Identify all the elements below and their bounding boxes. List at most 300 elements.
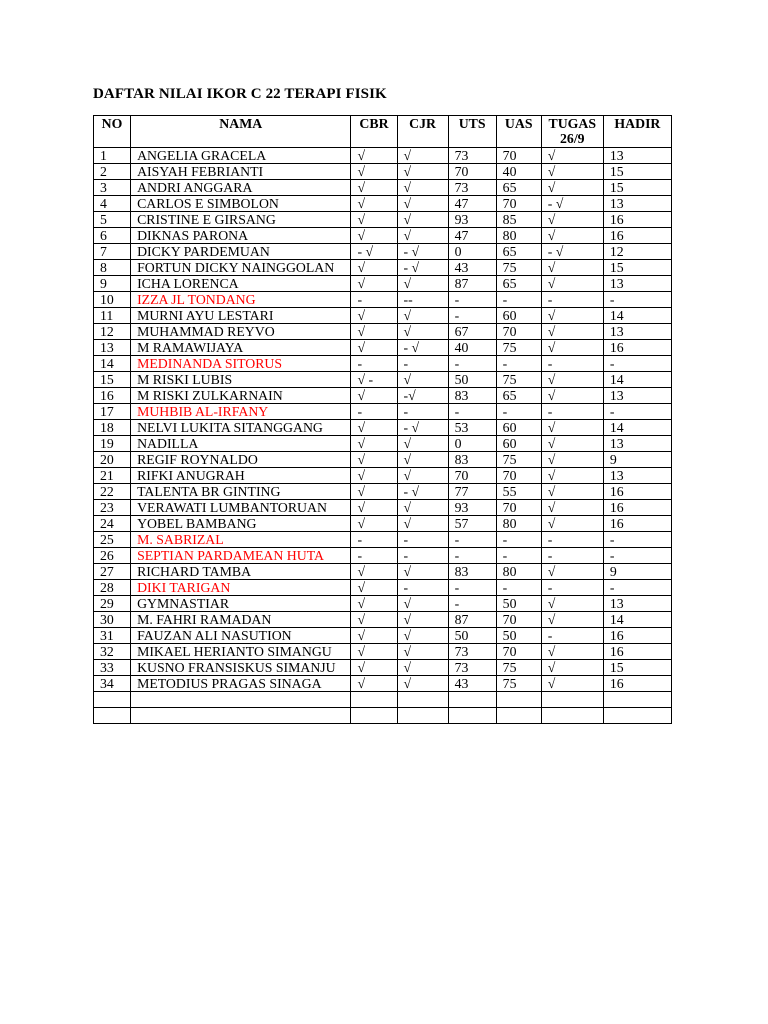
- table-row: [94, 484, 672, 500]
- table-body: [94, 148, 672, 724]
- cell-cbr: √: [351, 260, 397, 276]
- table-row: [94, 420, 672, 436]
- cell-uts: 50: [448, 372, 496, 388]
- cell-uts: 67: [448, 324, 496, 340]
- cell-cjr: - √: [397, 340, 448, 356]
- table-row: [94, 196, 672, 212]
- cell-uas: 75: [496, 660, 541, 676]
- cell-hadir: 13: [603, 468, 671, 484]
- cell-cjr: √: [397, 500, 448, 516]
- table-row: [94, 212, 672, 228]
- cell-cbr: √: [351, 436, 397, 452]
- cell-cjr: √: [397, 564, 448, 580]
- cell-tugas: √: [541, 516, 603, 532]
- cell-hadir: -: [603, 404, 671, 420]
- header-tugas: [541, 116, 603, 148]
- cell-nama: VERAWATI LUMBANTORUAN: [131, 500, 351, 516]
- cell-tugas: √: [541, 180, 603, 196]
- cell-uts: 93: [448, 212, 496, 228]
- cell-tugas: √: [541, 564, 603, 580]
- cell-hadir: 15: [603, 260, 671, 276]
- cell-hadir: 15: [603, 180, 671, 196]
- table-row: [94, 532, 672, 548]
- cell-nama: KUSNO FRANSISKUS SIMANJU: [131, 660, 351, 676]
- cell-nama: M. FAHRI RAMADAN: [131, 612, 351, 628]
- cell-tugas: -: [541, 356, 603, 372]
- cell-nama: AISYAH FEBRIANTI: [131, 164, 351, 180]
- cell-tugas: √: [541, 148, 603, 164]
- table-row: [94, 404, 672, 420]
- cell-uas: 70: [496, 196, 541, 212]
- cell-cbr: √: [351, 596, 397, 612]
- cell-nama: MURNI AYU LESTARI: [131, 308, 351, 324]
- table-row: [94, 292, 672, 308]
- table-row: [94, 660, 672, 676]
- cell-tugas: √: [541, 260, 603, 276]
- cell-hadir: 9: [603, 452, 671, 468]
- cell-nama: MUHBIB AL-IRFANY: [131, 404, 351, 420]
- table-row: [94, 676, 672, 692]
- cell-uts: 50: [448, 628, 496, 644]
- cell-nama: [131, 692, 351, 708]
- cell-nama: TALENTA BR GINTING: [131, 484, 351, 500]
- cell-cbr: -: [351, 532, 397, 548]
- header-cjr: CJR: [397, 116, 448, 148]
- cell-uts: -: [448, 532, 496, 548]
- cell-cjr: -: [397, 404, 448, 420]
- cell-hadir: 16: [603, 228, 671, 244]
- cell-cbr: √: [351, 580, 397, 596]
- table-row: [94, 692, 672, 708]
- cell-no: 33: [94, 660, 131, 676]
- table-row: [94, 596, 672, 612]
- cell-uts: 73: [448, 148, 496, 164]
- cell-cjr: √: [397, 276, 448, 292]
- table-row: [94, 372, 672, 388]
- cell-no: 9: [94, 276, 131, 292]
- cell-cjr: -: [397, 532, 448, 548]
- cell-cjr: - √: [397, 244, 448, 260]
- cell-nama: M. SABRIZAL: [131, 532, 351, 548]
- cell-hadir: 9: [603, 564, 671, 580]
- cell-hadir: 14: [603, 372, 671, 388]
- cell-tugas: √: [541, 308, 603, 324]
- cell-tugas: -: [541, 404, 603, 420]
- cell-cbr: √: [351, 276, 397, 292]
- cell-nama: IZZA JL TONDANG: [131, 292, 351, 308]
- table-row: [94, 228, 672, 244]
- table-row: [94, 148, 672, 164]
- cell-uas: 70: [496, 644, 541, 660]
- cell-cjr: -: [397, 356, 448, 372]
- cell-no: 23: [94, 500, 131, 516]
- cell-uas: 50: [496, 628, 541, 644]
- cell-cbr: -: [351, 292, 397, 308]
- cell-no: 17: [94, 404, 131, 420]
- cell-tugas: - √: [541, 196, 603, 212]
- header-no: NO: [94, 116, 131, 148]
- cell-uas: 65: [496, 244, 541, 260]
- table-row: [94, 276, 672, 292]
- cell-cbr: √: [351, 324, 397, 340]
- cell-nama: FAUZAN ALI NASUTION: [131, 628, 351, 644]
- cell-tugas: -: [541, 580, 603, 596]
- cell-nama: RICHARD TAMBA: [131, 564, 351, 580]
- table-row: [94, 436, 672, 452]
- cell-cbr: √: [351, 148, 397, 164]
- cell-uts: -: [448, 308, 496, 324]
- cell-no: 26: [94, 548, 131, 564]
- cell-cjr: √: [397, 612, 448, 628]
- cell-tugas: √: [541, 324, 603, 340]
- cell-no: 21: [94, 468, 131, 484]
- table-row: [94, 244, 672, 260]
- cell-cbr: √: [351, 564, 397, 580]
- cell-nama: MUHAMMAD REYVO: [131, 324, 351, 340]
- cell-nama: SEPTIAN PARDAMEAN HUTA: [131, 548, 351, 564]
- cell-uas: 75: [496, 452, 541, 468]
- cell-cjr: √: [397, 180, 448, 196]
- cell-nama: MIKAEL HERIANTO SIMANGU: [131, 644, 351, 660]
- cell-no: 2: [94, 164, 131, 180]
- cell-uas: 75: [496, 340, 541, 356]
- cell-cbr: - √: [351, 244, 397, 260]
- cell-no: 34: [94, 676, 131, 692]
- cell-uas: 65: [496, 180, 541, 196]
- cell-tugas: -: [541, 548, 603, 564]
- cell-uas: 65: [496, 276, 541, 292]
- table-row: [94, 260, 672, 276]
- cell-no: 22: [94, 484, 131, 500]
- cell-nama: ANDRI ANGGARA: [131, 180, 351, 196]
- cell-hadir: 12: [603, 244, 671, 260]
- cell-nama: REGIF ROYNALDO: [131, 452, 351, 468]
- cell-tugas: √: [541, 452, 603, 468]
- cell-uts: 57: [448, 516, 496, 532]
- cell-nama: DICKY PARDEMUAN: [131, 244, 351, 260]
- cell-no: 5: [94, 212, 131, 228]
- cell-no: 30: [94, 612, 131, 628]
- cell-cjr: √: [397, 516, 448, 532]
- cell-tugas: - √: [541, 244, 603, 260]
- cell-uas: 60: [496, 436, 541, 452]
- cell-tugas: √: [541, 372, 603, 388]
- cell-uas: 70: [496, 324, 541, 340]
- cell-cbr: √: [351, 644, 397, 660]
- cell-no: 13: [94, 340, 131, 356]
- cell-cbr: √: [351, 180, 397, 196]
- cell-uts: -: [448, 356, 496, 372]
- cell-uts: [448, 708, 496, 724]
- cell-cjr: √: [397, 372, 448, 388]
- cell-cbr: √: [351, 228, 397, 244]
- cell-cbr: [351, 692, 397, 708]
- cell-tugas: √: [541, 676, 603, 692]
- cell-cjr: √: [397, 468, 448, 484]
- table-row: [94, 564, 672, 580]
- cell-tugas: √: [541, 484, 603, 500]
- cell-uas: 55: [496, 484, 541, 500]
- table-row: [94, 468, 672, 484]
- cell-no: 32: [94, 644, 131, 660]
- cell-nama: M RISKI LUBIS: [131, 372, 351, 388]
- cell-tugas: [541, 692, 603, 708]
- table-row: [94, 324, 672, 340]
- cell-no: 31: [94, 628, 131, 644]
- cell-cjr: √: [397, 436, 448, 452]
- table-row: [94, 340, 672, 356]
- cell-hadir: 15: [603, 660, 671, 676]
- grade-table: [93, 115, 672, 724]
- header-uts: UTS: [448, 116, 496, 148]
- cell-no: 14: [94, 356, 131, 372]
- cell-no: 4: [94, 196, 131, 212]
- cell-cjr: √: [397, 644, 448, 660]
- cell-cbr: √: [351, 164, 397, 180]
- cell-uts: 0: [448, 244, 496, 260]
- cell-hadir: 13: [603, 148, 671, 164]
- table-row: [94, 708, 672, 724]
- cell-uas: 75: [496, 260, 541, 276]
- cell-hadir: [603, 708, 671, 724]
- cell-hadir: -: [603, 356, 671, 372]
- table-row: [94, 500, 672, 516]
- cell-tugas: √: [541, 644, 603, 660]
- cell-tugas: √: [541, 340, 603, 356]
- cell-cbr: -: [351, 404, 397, 420]
- cell-uts: 73: [448, 180, 496, 196]
- cell-no: 20: [94, 452, 131, 468]
- cell-uas: 65: [496, 388, 541, 404]
- cell-no: 27: [94, 564, 131, 580]
- cell-cbr: -: [351, 356, 397, 372]
- cell-uts: -: [448, 548, 496, 564]
- header-cbr: CBR: [351, 116, 397, 148]
- cell-hadir: 16: [603, 484, 671, 500]
- cell-uts: 83: [448, 564, 496, 580]
- cell-cbr: √: [351, 340, 397, 356]
- cell-uts: 0: [448, 436, 496, 452]
- table-row: [94, 164, 672, 180]
- cell-hadir: 16: [603, 500, 671, 516]
- table-header: [94, 116, 672, 148]
- cell-uas: 70: [496, 468, 541, 484]
- cell-uts: -: [448, 580, 496, 596]
- cell-cjr: √: [397, 676, 448, 692]
- cell-nama: METODIUS PRAGAS SINAGA: [131, 676, 351, 692]
- header-uas: UAS: [496, 116, 541, 148]
- cell-uts: 73: [448, 660, 496, 676]
- cell-hadir: 13: [603, 388, 671, 404]
- cell-hadir: -: [603, 532, 671, 548]
- cell-hadir: 13: [603, 196, 671, 212]
- cell-tugas: √: [541, 596, 603, 612]
- cell-hadir: 13: [603, 276, 671, 292]
- cell-uas: 60: [496, 420, 541, 436]
- header-nama: NAMA: [131, 116, 351, 148]
- table-row: [94, 308, 672, 324]
- cell-nama: FORTUN DICKY NAINGGOLAN: [131, 260, 351, 276]
- cell-uts: -: [448, 404, 496, 420]
- table-row: [94, 628, 672, 644]
- cell-hadir: 15: [603, 164, 671, 180]
- table-row: [94, 180, 672, 196]
- cell-uts: 43: [448, 676, 496, 692]
- cell-nama: DIKNAS PARONA: [131, 228, 351, 244]
- header-tugas-line2: 26/9: [560, 131, 585, 146]
- cell-uts: -: [448, 292, 496, 308]
- cell-tugas: -: [541, 292, 603, 308]
- cell-no: 1: [94, 148, 131, 164]
- table-row: [94, 548, 672, 564]
- cell-uts: 70: [448, 468, 496, 484]
- cell-uas: 85: [496, 212, 541, 228]
- cell-cjr: √: [397, 196, 448, 212]
- cell-uas: -: [496, 404, 541, 420]
- cell-no: 3: [94, 180, 131, 196]
- cell-uts: 47: [448, 228, 496, 244]
- cell-uas: 75: [496, 372, 541, 388]
- cell-uts: 83: [448, 388, 496, 404]
- cell-no: 19: [94, 436, 131, 452]
- cell-no: 6: [94, 228, 131, 244]
- cell-nama: CRISTINE E GIRSANG: [131, 212, 351, 228]
- cell-tugas: -: [541, 532, 603, 548]
- cell-cjr: √: [397, 212, 448, 228]
- cell-nama: CARLOS E SIMBOLON: [131, 196, 351, 212]
- cell-cbr: √: [351, 420, 397, 436]
- cell-uts: 73: [448, 644, 496, 660]
- cell-uas: 80: [496, 516, 541, 532]
- cell-hadir: 16: [603, 212, 671, 228]
- cell-uts: 53: [448, 420, 496, 436]
- cell-uas: -: [496, 356, 541, 372]
- cell-cbr: √: [351, 212, 397, 228]
- cell-uts: 93: [448, 500, 496, 516]
- cell-tugas: √: [541, 164, 603, 180]
- cell-uts: 87: [448, 276, 496, 292]
- cell-cjr: - √: [397, 420, 448, 436]
- cell-nama: GYMNASTIAR: [131, 596, 351, 612]
- cell-cjr: √: [397, 228, 448, 244]
- cell-nama: RIFKI ANUGRAH: [131, 468, 351, 484]
- cell-nama: [131, 708, 351, 724]
- cell-cjr: √: [397, 596, 448, 612]
- cell-no: 8: [94, 260, 131, 276]
- cell-uas: 75: [496, 676, 541, 692]
- cell-uts: 83: [448, 452, 496, 468]
- cell-nama: MEDINANDA SITORUS: [131, 356, 351, 372]
- cell-cbr: √: [351, 516, 397, 532]
- cell-cjr: √: [397, 452, 448, 468]
- cell-uas: -: [496, 548, 541, 564]
- cell-uas: 50: [496, 596, 541, 612]
- table-row: [94, 612, 672, 628]
- cell-hadir: 13: [603, 324, 671, 340]
- cell-no: 24: [94, 516, 131, 532]
- cell-cjr: -√: [397, 388, 448, 404]
- cell-hadir: 16: [603, 644, 671, 660]
- cell-cbr: √: [351, 676, 397, 692]
- cell-hadir: -: [603, 548, 671, 564]
- cell-tugas: √: [541, 468, 603, 484]
- cell-nama: ICHA LORENCA: [131, 276, 351, 292]
- cell-hadir: 16: [603, 516, 671, 532]
- cell-uas: -: [496, 292, 541, 308]
- cell-cjr: [397, 692, 448, 708]
- cell-no: 29: [94, 596, 131, 612]
- cell-tugas: √: [541, 228, 603, 244]
- cell-cbr: √: [351, 500, 397, 516]
- cell-cbr: √: [351, 388, 397, 404]
- cell-uas: 70: [496, 612, 541, 628]
- cell-no: 15: [94, 372, 131, 388]
- cell-tugas: √: [541, 500, 603, 516]
- cell-tugas: √: [541, 388, 603, 404]
- cell-tugas: √: [541, 612, 603, 628]
- cell-cbr: -: [351, 548, 397, 564]
- cell-uas: -: [496, 580, 541, 596]
- cell-cjr: √: [397, 660, 448, 676]
- cell-nama: DIKI TARIGAN: [131, 580, 351, 596]
- cell-no: 16: [94, 388, 131, 404]
- cell-uas: 70: [496, 148, 541, 164]
- cell-no: 18: [94, 420, 131, 436]
- cell-cjr: [397, 708, 448, 724]
- cell-tugas: √: [541, 660, 603, 676]
- table-row: [94, 580, 672, 596]
- cell-cbr: √: [351, 484, 397, 500]
- cell-uts: [448, 692, 496, 708]
- header-tugas-line1: TUGAS: [548, 116, 597, 131]
- cell-hadir: -: [603, 292, 671, 308]
- cell-tugas: √: [541, 212, 603, 228]
- header-hadir: HADIR: [603, 116, 671, 148]
- cell-cjr: √: [397, 628, 448, 644]
- cell-hadir: 16: [603, 676, 671, 692]
- table-row: [94, 356, 672, 372]
- cell-uts: 87: [448, 612, 496, 628]
- cell-nama: YOBEL BAMBANG: [131, 516, 351, 532]
- table-row: [94, 452, 672, 468]
- cell-tugas: -: [541, 628, 603, 644]
- cell-uts: 77: [448, 484, 496, 500]
- cell-tugas: √: [541, 420, 603, 436]
- cell-uas: 80: [496, 228, 541, 244]
- cell-uas: 70: [496, 500, 541, 516]
- cell-cbr: √: [351, 628, 397, 644]
- cell-hadir: 16: [603, 340, 671, 356]
- cell-no: 25: [94, 532, 131, 548]
- cell-cbr: √: [351, 308, 397, 324]
- cell-uts: 47: [448, 196, 496, 212]
- cell-cjr: √: [397, 148, 448, 164]
- table-row: [94, 516, 672, 532]
- cell-cjr: √: [397, 164, 448, 180]
- cell-cjr: --: [397, 292, 448, 308]
- cell-nama: M RAMAWIJAYA: [131, 340, 351, 356]
- cell-tugas: √: [541, 436, 603, 452]
- cell-uas: [496, 692, 541, 708]
- table-row: [94, 388, 672, 404]
- header-row: [94, 116, 672, 148]
- cell-cjr: - √: [397, 260, 448, 276]
- cell-uts: 40: [448, 340, 496, 356]
- cell-cbr: √ -: [351, 372, 397, 388]
- cell-hadir: 14: [603, 612, 671, 628]
- cell-cbr: √: [351, 612, 397, 628]
- cell-cbr: [351, 708, 397, 724]
